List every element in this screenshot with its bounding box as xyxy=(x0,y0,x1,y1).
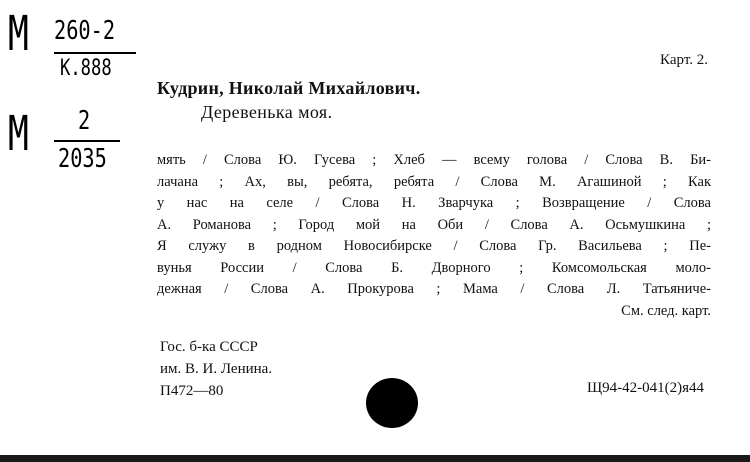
shelfmark-divider-2 xyxy=(54,140,120,142)
print-order-number: П472—80 xyxy=(160,383,224,399)
contents-line: у нас на селе / Слова Н. Зварчука ; Возвращение / Слова xyxy=(157,195,711,211)
contents-line: мять / Слова Ю. Гусева ; Хлеб — всему голова / Слова В. Би- xyxy=(157,152,711,168)
punch-hole xyxy=(366,378,418,428)
contents-line: А. Романова ; Город мой на Оби / Слова А. Осьмушкина ; xyxy=(157,216,711,233)
shelfmark-divider-1 xyxy=(54,52,136,54)
classification-code: Щ94-42-041(2)я44 xyxy=(586,380,704,396)
author-heading: Кудрин, Николай Михайлович. xyxy=(157,78,421,98)
see-next-card: См. след. карт. xyxy=(621,302,711,319)
shelfmark-letter-1: М xyxy=(8,6,29,62)
library-dedication: им. В. И. Ленина. xyxy=(160,361,273,377)
contents-note xyxy=(157,150,711,322)
shelfmark-number-2: 2 xyxy=(78,106,91,136)
contents-line: Я служу в родном Новосибирске / Слова Гр. Васильева ; Пе- xyxy=(157,238,711,254)
shelfmark-code-2: 2035 xyxy=(58,144,107,174)
contents-line: дежная / Слова А. Прокурова ; Мама / Слова Л. Татьяниче- xyxy=(157,281,711,297)
contents-line: лачана ; Ах, вы, ребята, ребята / Слова М. Агашиной ; Как xyxy=(157,173,711,190)
work-title: Деревенька моя. xyxy=(201,102,333,122)
shelfmark-number-1: 260-2 xyxy=(54,16,116,46)
shelfmark-code-1: К.888 xyxy=(60,56,112,81)
card-bottom-edge xyxy=(0,455,750,462)
contents-line: вунья России / Слова Б. Дворного ; Комсомольская моло- xyxy=(157,259,711,276)
shelfmark-letter-2: М xyxy=(8,106,29,162)
library-name: Гос. б-ка СССР xyxy=(160,339,258,355)
card-number: Карт. 2. xyxy=(660,52,708,68)
library-imprint xyxy=(160,336,272,402)
